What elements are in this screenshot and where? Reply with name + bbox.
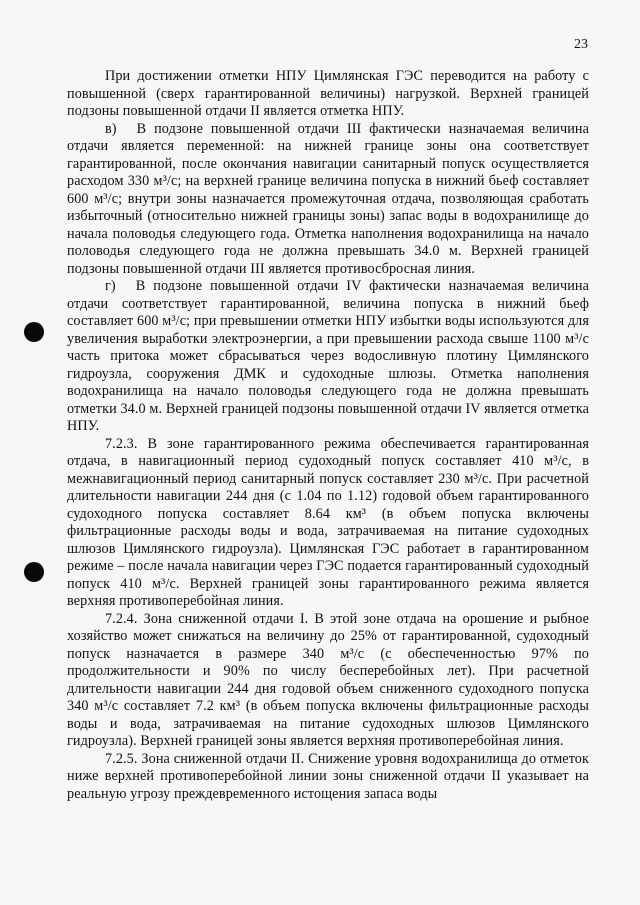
list-marker: в) [105,120,117,137]
binder-hole-bottom [24,562,44,582]
list-marker: г) [105,278,116,294]
paragraph-7-2-5: 7.2.5. Зона сниженной отдачи II. Снижение уровня водохранилища до отметок ниже верхней противоперебойной линии зоны сниженной отдачи II указывает на реальную угрозу преждевременного истощения запаса воды [67,750,589,802]
paragraph-subzone-iii [67,121,589,279]
paragraph-text: В подзоне повышенной отдачи III фактически назначаемая величина отдачи является переменной: на нижней границе зоны она соответствует гарантированной, после окончания навигации санитарный попуск осуществляется расходом 330 м³/с; на верхней границе величина попуска в нижний бьеф составляет 600 м³/с; внутри зоны назначается промежуточная отдача, позволяющая сработать избыточный (относительно нижней границы зоны) запас воды в водохранилище до начала половодья следующего года. Отметка наполнения водохранилища на начало половодья следующего года не должна превышать 34.0 м. Верхней границей подзоны повышенной отдачи III является противосбросная линия. [67,120,589,277]
paragraph-7-2-4: 7.2.4. Зона сниженной отдачи I. В этой зоне отдача на орошение и рыбное хозяйство может снижаться на величину до 25% от гарантированной, судоходный попуск назначается в размере 340 м³/с (с обеспеченностью 97% по продолжительности и 90% по числу бесперебойных лет). При расчетной длительности навигации 244 дня годовой объем сниженного судоходного попуска 340 м³/с составляет 7.2 км³ (в объем попуска включены фильтрационные расходы воды и вода, затрачиваемая на питание судоходных шлюзов Цимлянского гидроузла). Верхней границей зоны является верхняя противоперебойная линия. [67,610,589,749]
paragraph-subzone-iv [67,278,589,436]
paragraph-npu-zone-ii: При достижении отметки НПУ Цимлянская ГЭС переводится на работу с повышенной (сверх гарантированной величины) нагрузкой. Верхней границей подзоны повышенной отдачи II является отметка НПУ. [67,68,589,119]
page-number: 23 [574,37,588,52]
paragraph-7-2-3: 7.2.3. В зоне гарантированного режима обеспечивается гарантированная отдача, в навигационный период судоходный попуск составляет 410 м³/с, в межнавигационный период санитарный попуск составляет 230 м³/с. При расчетной длительности навигации 244 дня (с 1.04 по 1.12) годовой объем гарантированного судоходного попуска составляет 8.64 км³ (в объем попуска включены фильтрационные расходы воды и вода, затрачиваемая на питание судоходных шлюзов Цимлянского гидроузла). Цимлянская ГЭС работает в гарантированном режиме – после начала навигации через ГЭС подается гарантированный судоходный попуск 410 м³/с. Верхней границей зоны гарантированного режима является верхняя противоперебойная линия. [67,435,589,609]
binder-hole-top [24,322,44,342]
document-body [67,68,589,803]
paragraph-text: В подзоне повышенной отдачи IV фактически назначаемая величина отдачи соответствует гарантированной, величина попуска в нижний бьеф составляет 600 м³/с; при превышении отметки НПУ избытки воды используются для увеличения выработки электроэнергии, а при превышении расхода свыше 1100 м³/с часть притока может сбрасываться через водосливную плотину Цимлянского гидроузла, сооружения ДМК и судоходные шлюзы. Отметка наполнения водохранилища на начало половодья следующего года не должна превышать отметки 34.0 м. Верхней границей подзоны повышенной отдачи IV является отметка НПУ. [67,278,589,434]
